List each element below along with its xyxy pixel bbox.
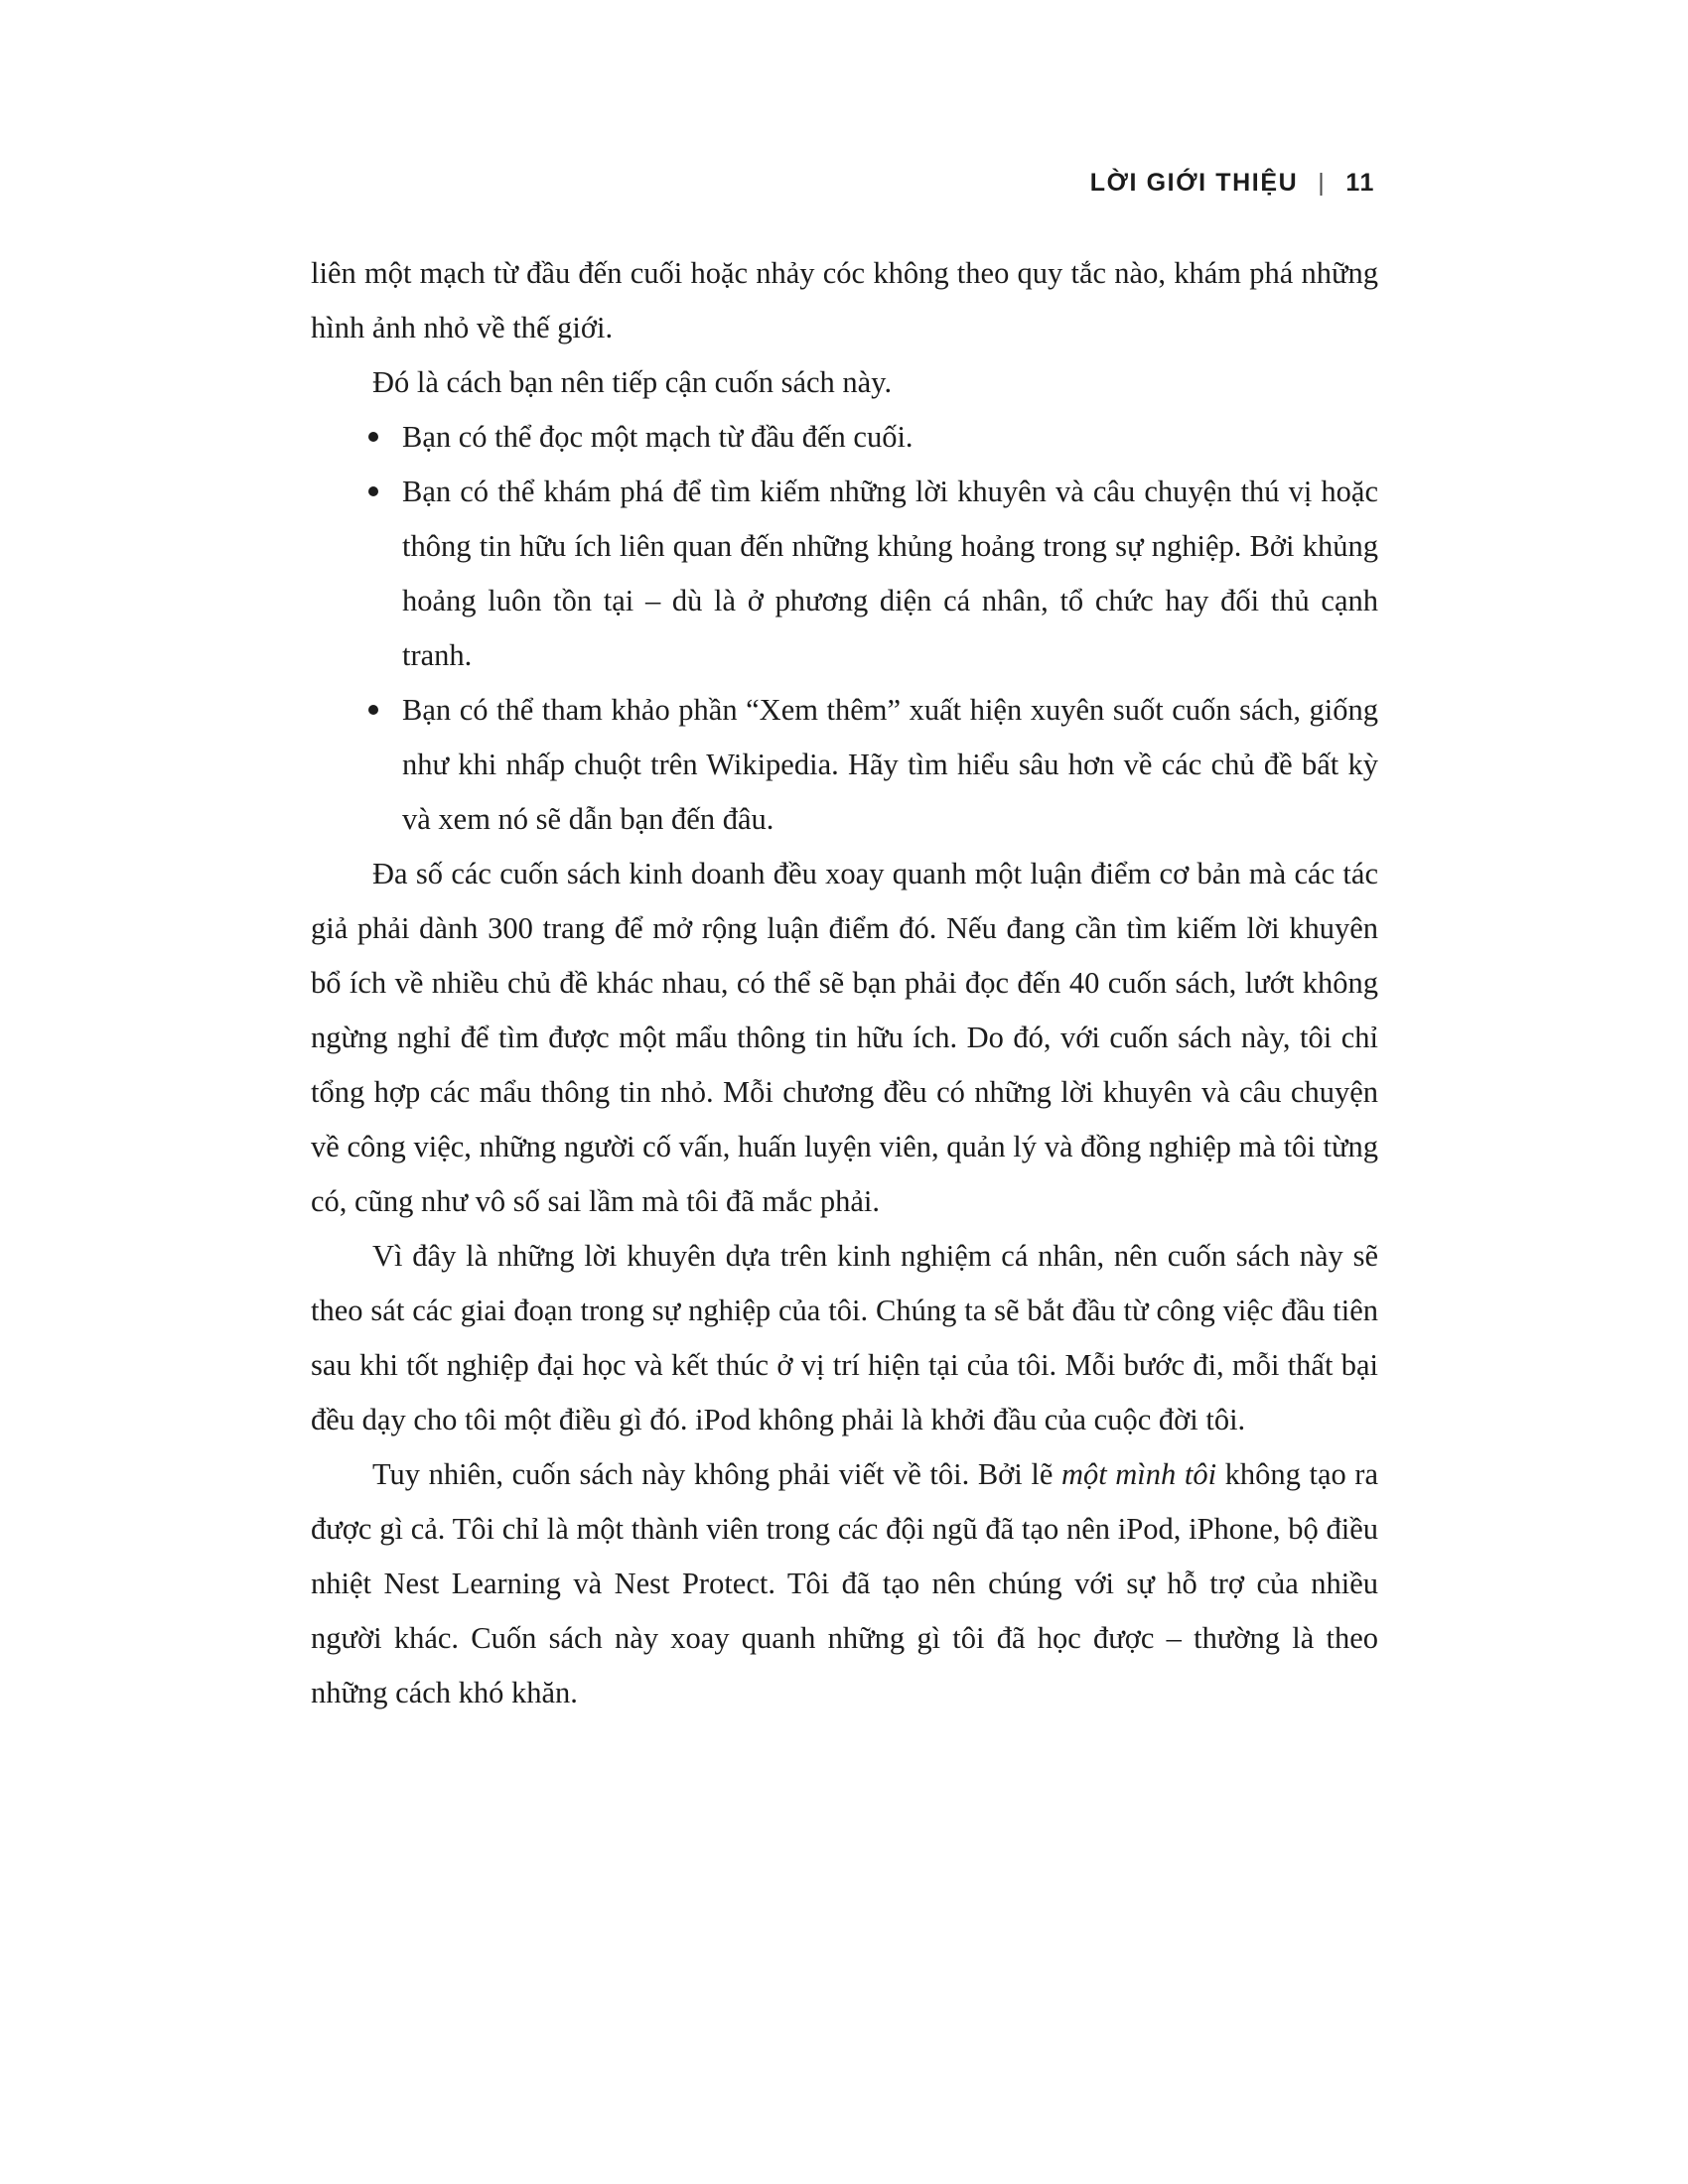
paragraph-not-about-me [311, 1447, 1378, 1720]
list-item [311, 465, 1378, 683]
list-item-text: Bạn có thể tham khảo phần “Xem thêm” xuất hiện xuyên suốt cuốn sách, giống như khi nhấp chuột trên Wikipedia. Hãy tìm hiểu sâu hơn về các chủ đề bất kỳ và xem nó sẽ dẫn bạn đến đâu. [402, 693, 1378, 836]
bullet-list [311, 410, 1378, 847]
bullet-dot-icon [368, 486, 378, 496]
paragraph-career-stages: Vì đây là những lời khuyên dựa trên kinh nghiệm cá nhân, nên cuốn sách này sẽ theo sát các giai đoạn trong sự nghiệp của tôi. Chúng ta sẽ bắt đầu từ công việc đầu tiên sau khi tốt nghiệp đại học và kết thúc ở vị trí hiện tại của tôi. Mỗi bước đi, mỗi thất bại đều dạy cho tôi một điều gì đó. iPod không phải là khởi đầu của cuộc đời tôi. [311, 1239, 1378, 1436]
running-head-title: LỜI GIỚI THIỆU [1089, 169, 1299, 197]
running-head [1090, 169, 1375, 198]
bullet-dot-icon [368, 705, 378, 715]
list-item [311, 410, 1378, 465]
paragraph-business-books: Đa số các cuốn sách kinh doanh đều xoay quanh một luận điểm cơ bản mà các tác giả phải dành 300 trang để mở rộng luận điểm đó. Nếu đang cần tìm kiếm lời khuyên bổ ích về nhiều chủ đề khác nhau, có thể sẽ bạn phải đọc đến 40 cuốn sách, lướt không ngừng nghỉ để tìm được một mẩu thông tin hữu ích. Do đó, với cuốn sách này, tôi chỉ tổng hợp các mẩu thông tin nhỏ. Mỗi chương đều có những lời khuyên và câu chuyện về công việc, những người cố vấn, huấn luyện viên, quản lý và đồng nghiệp mà tôi từng có, cũng như vô số sai lầm mà tôi đã mắc phải. [311, 857, 1378, 1218]
running-head-separator: | [1318, 169, 1327, 197]
paragraph-text-part-2: không tạo ra được gì cả. Tôi chỉ là một thành viên trong các đội ngũ đã tạo nên iPod, iPhone, bộ điều nhiệt Nest Learning và Nest Protect. Tôi đã tạo nên chúng với sự hỗ trợ của nhiều người khác. Cuốn sách này xoay quanh những gì tôi đã học được – thường là theo những cách khó khăn. [311, 1457, 1378, 1709]
emphasis-phrase: một mình tôi [1060, 1457, 1217, 1491]
paragraph-approach: Đó là cách bạn nên tiếp cận cuốn sách này. [372, 365, 893, 399]
list-item-text: Bạn có thể đọc một mạch từ đầu đến cuối. [402, 420, 914, 454]
list-item [311, 683, 1378, 847]
list-item-text: Bạn có thể khám phá để tìm kiếm những lời khuyên và câu chuyện thú vị hoặc thông tin hữu ích liên quan đến những khủng hoảng trong sự nghiệp. Bởi khủng hoảng luôn tồn tại – dù là ở phương diện cá nhân, tổ chức hay đối thủ cạnh tranh. [402, 475, 1378, 672]
paragraph-text-part-1: Tuy nhiên, cuốn sách này không phải viết về tôi. Bởi lẽ [372, 1457, 1061, 1491]
paragraph-continuation: liên một mạch từ đầu đến cuối hoặc nhảy cóc không theo quy tắc nào, khám phá những hình ảnh nhỏ về thế giới. [311, 256, 1378, 344]
bullet-dot-icon [368, 432, 378, 442]
page-body [311, 246, 1378, 1720]
page-number: 11 [1345, 169, 1375, 197]
